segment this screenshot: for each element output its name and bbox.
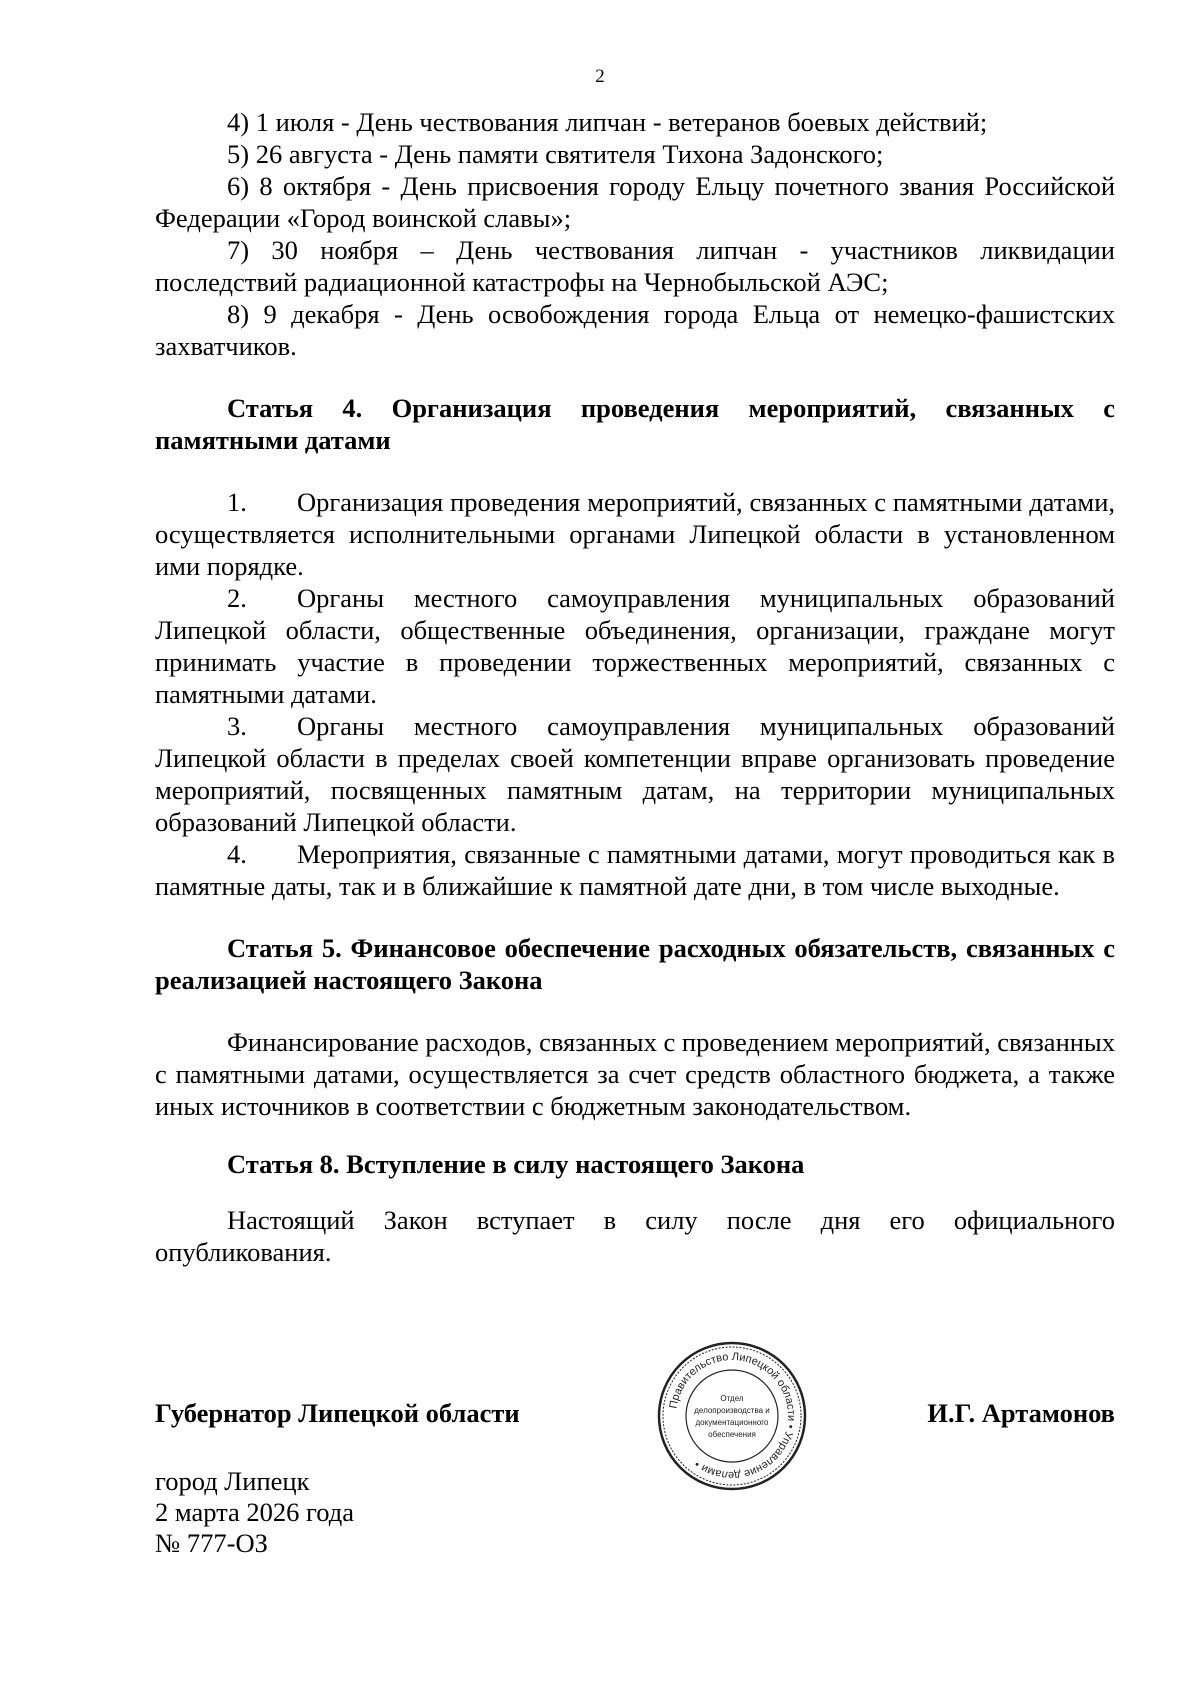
stamp-line: документационного (695, 1418, 769, 1427)
item-number: 1. (227, 487, 247, 517)
footer-city: город Липецк (155, 1466, 310, 1496)
article-5-heading: Статья 5. Финансовое обеспечение расходных обязательств, связанных с реализацией настоящего Закона (155, 933, 1115, 995)
stamp-ring-text: Правительство Липецкой области • Управление делами • (667, 1350, 798, 1482)
article-4-items (155, 486, 1115, 902)
page-number: 2 (595, 66, 605, 87)
stamp-outer-ring (659, 1343, 805, 1489)
item-text: Мероприятия, связанные с памятными датами, могут проводиться как в памятные даты, так и в ближайшие к памятной дате дни, в том числе выходные. (155, 839, 1115, 901)
article-8-text: Настоящий Закон вступает в силу после дня его официального опубликования. (155, 1205, 1115, 1267)
stamp-line: обеспечения (708, 1430, 756, 1439)
document-footer (155, 1466, 354, 1559)
list-item: 4) 1 июля - День чествования липчан - ветеранов боевых действий; (227, 107, 988, 137)
footer-number: № 777-ОЗ (155, 1528, 268, 1558)
signature-block (155, 1398, 1115, 1438)
item-number: 3. (227, 711, 247, 741)
document-body (155, 106, 1115, 1268)
official-stamp (656, 1340, 808, 1492)
article-4-item (155, 582, 1115, 710)
article-4-heading: Статья 4. Организация проведения мероприятий, связанных с памятными датами (155, 393, 1115, 455)
list-item: 7) 30 ноября – День чествования липчан - участников ликвидации последствий радиационной катастрофы на Чернобыльской АЭС; (155, 235, 1115, 297)
article-4-item (155, 710, 1115, 838)
list-item: 6) 8 октября - День присвоения городу Ельцу почетного звания Российской Федерации «Город воинской славы»; (155, 171, 1115, 233)
item-text: Органы местного самоуправления муниципальных образований Липецкой области в пределах своей компетенции вправе организовать проведение мероприятий, посвященных памятным датам, на территории муниципальных образований Липецкой области. (155, 711, 1115, 837)
list-item: 5) 26 августа - День памяти святителя Тихона Задонского; (227, 139, 884, 169)
item-number: 4. (227, 839, 247, 869)
stamp-dotted-ring (663, 1347, 801, 1485)
governor-title: Губернатор Липецкой области (155, 1398, 520, 1428)
article-5-text: Финансирование расходов, связанных с проведением мероприятий, связанных с памятными датами, осуществляется за счет средств областного бюджета, а также иных источников в соответствии с бюджетным законодательством. (155, 1027, 1115, 1121)
stamp-inner-ring (686, 1370, 778, 1462)
stamp-line: делопроизводства и (694, 1406, 770, 1415)
stamp-line: Отдел (720, 1394, 744, 1403)
item-number: 2. (227, 583, 247, 613)
item-text: Организация проведения мероприятий, связанных с памятными датами, осуществляется исполнительными органами Липецкой области в установленном ими порядке. (155, 487, 1115, 581)
item-text: Органы местного самоуправления муниципальных образований Липецкой области, общественные объединения, организации, граждане могут принимать участие в проведении торжественных мероприятий, связанных с памятными датами. (155, 583, 1115, 709)
article-4-item (155, 838, 1115, 902)
governor-name: И.Г. Артамонов (927, 1398, 1115, 1428)
article-4-item (155, 486, 1115, 582)
article-8-heading: Статья 8. Вступление в силу настоящего Закона (227, 1149, 805, 1179)
list-item: 8) 9 декабря - День освобождения города Ельца от немецко-фашистских захватчиков. (155, 299, 1115, 361)
footer-date: 2 марта 2026 года (155, 1497, 354, 1527)
